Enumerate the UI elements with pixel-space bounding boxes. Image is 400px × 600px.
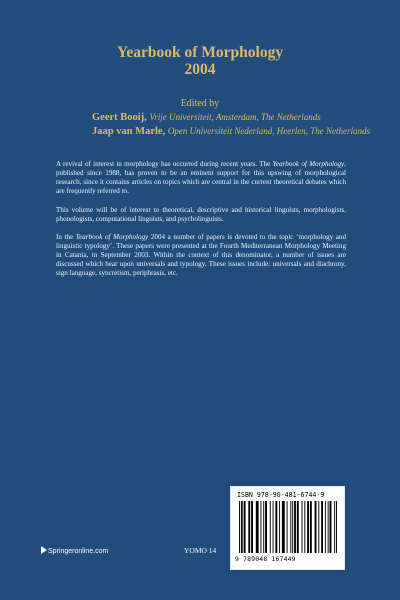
barcode-bar <box>251 501 253 553</box>
barcode-bars <box>237 501 339 555</box>
book-year: 2004 <box>184 61 216 78</box>
springer-arrow-icon <box>41 546 47 554</box>
barcode-bar <box>321 501 323 553</box>
barcode-bar <box>256 501 259 553</box>
blurb-p3-italic: Yearbook of Morphology <box>75 233 149 242</box>
barcode-bar <box>292 501 293 553</box>
barcode-bar <box>270 501 271 553</box>
editor-1-affiliation: Vrije Universiteit, Amsterdam, The Netherlands <box>149 112 321 122</box>
barcode-digits: 9 789048 167449 <box>235 555 296 563</box>
blurb-paragraph-3 <box>56 233 346 278</box>
barcode <box>230 486 345 570</box>
blurb-p3-text: In the <box>56 233 76 242</box>
editor-2 <box>92 126 392 137</box>
barcode-bar <box>241 501 242 553</box>
barcode-bar <box>282 501 285 553</box>
isbn-label: ISBN 978-90-481-6744-9 <box>237 491 325 499</box>
publisher-link[interactable] <box>41 546 108 555</box>
barcode-bar <box>239 501 240 553</box>
blurb-p3-text-cont: 2004 a number of papers is devoted to the topic ‘morphology and linguistic typology’. These papers were presented at the Fourth Mediterranean Morphology Meeting in Catania, in September 2003. Within the context of this denominator, a number of issues are discussed which bear upon universals and typology. These issues include: universals and diachrony, sign language, syncretism, periphrasis, etc. <box>56 233 346 278</box>
barcode-bar <box>315 501 317 553</box>
barcode-bar <box>244 501 246 553</box>
barcode-bar <box>330 501 332 553</box>
barcode-bar <box>318 501 319 553</box>
barcode-bar <box>263 501 264 553</box>
barcode-bar <box>310 501 312 553</box>
barcode-bar <box>334 501 335 553</box>
barcode-bar <box>260 501 261 553</box>
blurb-p1-text-cont: , published since 1988, has proven to be an eminent support for this upswing of morphological research, since it contains articles on topics which are central in the current theoretical debates which are frequently referred to. <box>56 160 346 195</box>
barcode-bar <box>336 501 337 553</box>
barcode-bar <box>265 501 267 553</box>
blurb-paragraph-1 <box>56 160 346 196</box>
barcode-bar <box>297 501 299 553</box>
book-title: Yearbook of Morphology <box>116 44 284 61</box>
barcode-bar <box>294 501 296 553</box>
editor-2-name: Jaap van Marle, <box>92 126 166 137</box>
barcode-bar <box>328 501 329 553</box>
barcode-bar <box>275 501 277 553</box>
barcode-bar <box>307 501 309 553</box>
blurb-p1-italic: Yearbook of Morphology <box>272 160 345 168</box>
series-code: YOMO 14 <box>184 546 217 555</box>
editor-1 <box>92 112 392 123</box>
barcode-bar <box>304 501 305 553</box>
barcode-bar <box>325 501 326 553</box>
blurb-paragraph-2: This volume will be of interest to theoretical, descriptive and historical linguists, morphologists, phonologists, computational linguists, and psycholinguists. <box>56 205 346 223</box>
publisher-label: Springeronline.com <box>48 548 109 555</box>
barcode-bar <box>273 501 274 553</box>
barcode-bar <box>302 501 303 553</box>
barcode-bar <box>248 501 250 553</box>
edited-by-label: Edited by <box>180 98 220 109</box>
blurb <box>56 160 346 288</box>
editor-2-affiliation: Open Universiteit Nederland, Heerlen, The Netherlands <box>167 126 371 136</box>
blurb-p1-text: A revival of interest in morphology has occurred during recent years. The <box>56 160 273 168</box>
editor-1-name: Geert Booij, <box>92 112 147 123</box>
barcode-bar <box>290 501 291 553</box>
barcode-bar <box>242 501 243 553</box>
barcode-bar <box>279 501 280 553</box>
barcode-bar <box>287 501 288 553</box>
